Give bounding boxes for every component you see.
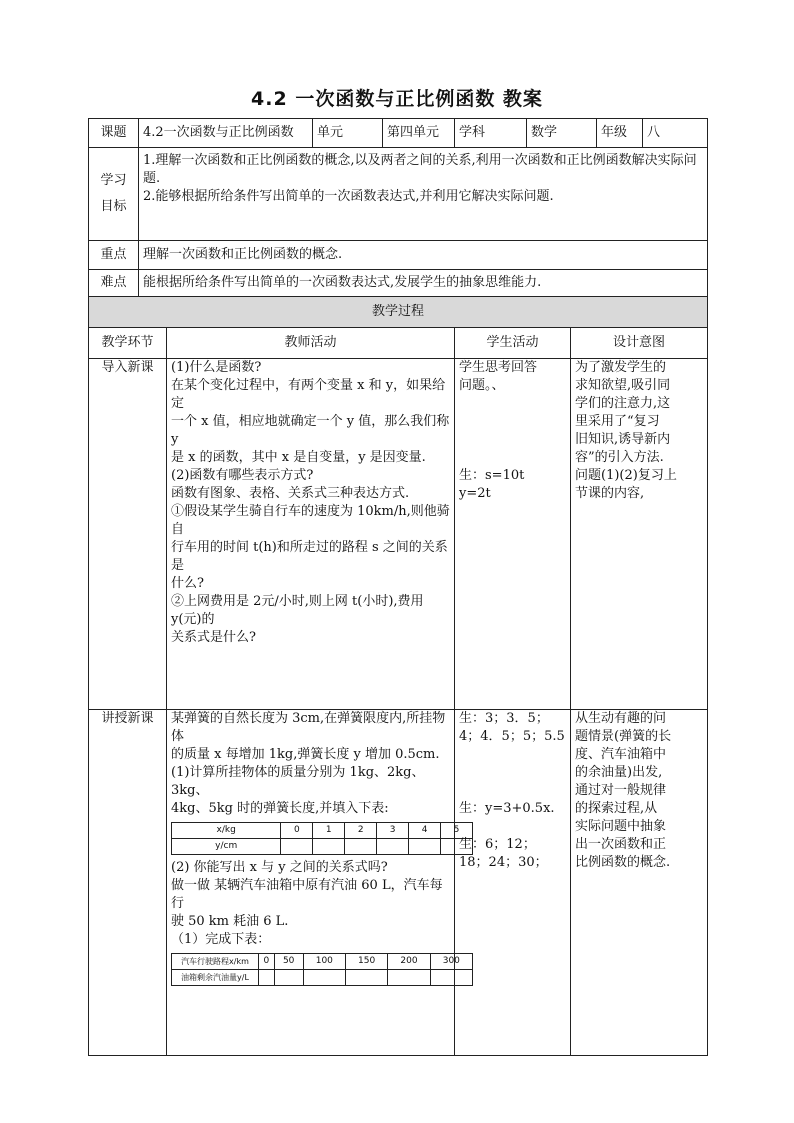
table-cell: 1	[313, 823, 345, 839]
text-line: 生：s=10t	[459, 468, 525, 483]
text-line: 度、汽车油箱中	[575, 747, 667, 762]
col-stage: 教学环节	[89, 328, 167, 359]
fuel-table-row	[172, 970, 473, 986]
text-line: 节课的内容,	[575, 486, 645, 501]
process-title: 教学过程	[89, 297, 708, 328]
text-line: 旧知识,诱导新内	[575, 432, 671, 447]
lesson-plan-table	[88, 118, 708, 1056]
process-title-row	[89, 297, 708, 328]
table-cell	[259, 970, 275, 986]
text-line: 的探索过程,从	[575, 801, 658, 816]
spring-table	[171, 822, 473, 855]
text-line: 问题(1)(2)复习上	[575, 468, 677, 483]
text-line: 做一做 某辆汽车油箱中原有汽油 60 L，汽车每行	[171, 878, 443, 911]
text-line: 通过对一般规律	[575, 783, 667, 798]
text-line: (1)计算所挂物体的质量分别为 1kg、2kg、3kg、	[171, 765, 425, 798]
table-cell	[313, 839, 345, 855]
table-cell: 100	[303, 954, 345, 970]
table-cell	[388, 970, 430, 986]
intro-student	[455, 359, 571, 710]
key-label: 重点	[89, 241, 139, 270]
col-teacher: 教师活动	[167, 328, 455, 359]
table-cell: 0	[281, 823, 313, 839]
table-cell: 0	[259, 954, 275, 970]
table-cell: y/cm	[172, 839, 281, 855]
grade-value: 八	[643, 119, 708, 148]
text-line: 实际问题中抽象	[575, 819, 667, 834]
goal-line: 2.能够根据所给条件写出简单的一次函数表达式,并利用它解决实际问题.	[143, 189, 554, 204]
table-cell: 300	[430, 954, 472, 970]
spring-table-row	[172, 839, 473, 855]
difficulty-label: 难点	[89, 270, 139, 297]
text-line: (2) 你能写出 x 与 y 之间的关系式吗?	[171, 860, 388, 875]
text-line: 求知欲望,吸引同	[575, 378, 671, 393]
text-line: 从生动有趣的问	[575, 711, 667, 726]
table-cell	[345, 839, 377, 855]
text-line: 生：3；3．5；	[459, 711, 549, 726]
lesson-student	[455, 710, 571, 1056]
text-line: 学生思考回答	[459, 360, 538, 375]
goals-label-text: 学习目标	[100, 173, 127, 214]
text-line: 生：6；12；	[459, 837, 536, 852]
text-line: (1)什么是函数?	[171, 360, 262, 375]
intro-stage: 导入新课	[89, 359, 167, 710]
grade-label: 年级	[597, 119, 643, 148]
table-cell	[377, 839, 409, 855]
text-line: 在某个变化过程中，有两个变量 x 和 y，如果给定	[171, 378, 446, 411]
text-line: （1）完成下表：	[171, 932, 271, 947]
key-text: 理解一次函数和正比例函数的概念.	[139, 241, 708, 270]
text-line: 某弹簧的自然长度为 3cm,在弹簧限度内,所挂物体	[171, 711, 446, 744]
table-cell: 3	[377, 823, 409, 839]
table-cell: 5	[441, 823, 473, 839]
table-cell	[274, 970, 303, 986]
process-columns-row	[89, 328, 708, 359]
text-line: 的余油量)出发,	[575, 765, 663, 780]
lesson-row	[89, 710, 708, 1056]
fuel-table-row	[172, 954, 473, 970]
table-cell	[409, 839, 441, 855]
text-line: ①假设某学生骑自行车的速度为 10km/h,则他骑自	[171, 504, 450, 537]
table-cell: 2	[345, 823, 377, 839]
unit-value: 第四单元	[383, 119, 455, 148]
text-line: 学们的注意力,这	[575, 396, 671, 411]
intro-teacher	[167, 359, 455, 710]
intro-intent	[571, 359, 708, 710]
table-cell	[345, 970, 387, 986]
goal-line: 1.理解一次函数和正比例函数的概念,以及两者之间的关系,利用一次函数和正比例函数解决实际问题.	[143, 153, 697, 186]
text-line: 比例函数的概念.	[575, 855, 671, 870]
table-cell: 汽车行驶路程x/km	[172, 954, 259, 970]
text-line: 里采用了“复习	[575, 414, 660, 429]
table-cell: 150	[345, 954, 387, 970]
text-line: 什么?	[171, 576, 204, 591]
text-line: 为了激发学生的	[575, 360, 667, 375]
text-line: 4；4．5；5；5.5	[459, 729, 565, 744]
text-line: ②上网费用是 2元/小时,则上网 t(小时),费用y(元)的	[171, 594, 424, 627]
fuel-table	[171, 953, 473, 986]
text-line: y=2t	[459, 486, 491, 501]
table-cell: 4	[409, 823, 441, 839]
text-line: 驶 50 km 耗油 6 L.	[171, 914, 289, 929]
col-student: 学生活动	[455, 328, 571, 359]
goals-label	[89, 148, 139, 241]
spring-table-row	[172, 823, 473, 839]
topic-value: 4.2一次函数与正比例函数	[139, 119, 313, 148]
table-cell: 200	[388, 954, 430, 970]
table-cell	[303, 970, 345, 986]
text-line: 4kg、5kg 时的弹簧长度,并填入下表:	[171, 801, 389, 816]
header-row	[89, 119, 708, 148]
text-line: (2)函数有哪些表示方式?	[171, 468, 314, 483]
col-intent: 设计意图	[571, 328, 708, 359]
table-cell: 油箱剩余汽油量y/L	[172, 970, 259, 986]
lesson-teacher	[167, 710, 460, 1056]
text-line: 一个 x 值，相应地就确定一个 y 值，那么我们称 y	[171, 414, 450, 447]
key-row	[89, 241, 708, 270]
text-line: 18；24；30；	[459, 855, 548, 870]
text-line: 关系式是什么?	[171, 630, 256, 645]
unit-label: 单元	[313, 119, 383, 148]
text-line: 的质量 x 每增加 1kg,弹簧长度 y 增加 0.5cm.	[171, 747, 440, 762]
document-title: 4.2 一次函数与正比例函数 教案	[251, 88, 543, 110]
topic-label: 课题	[89, 119, 139, 148]
text-line: 生：y=3+0.5x.	[459, 801, 555, 816]
text-line: 容”的引入方法.	[575, 450, 664, 465]
lesson-stage: 讲授新课	[89, 710, 167, 1056]
table-cell	[281, 839, 313, 855]
text-line: 函数有图象、表格、关系式三种表达方式.	[171, 486, 410, 501]
difficulty-text: 能根据所给条件写出简单的一次函数表达式,发展学生的抽象思维能力.	[139, 270, 708, 297]
goals-row	[89, 148, 708, 241]
difficulty-row	[89, 270, 708, 297]
table-cell: 50	[274, 954, 303, 970]
text-line: 出一次函数和正	[575, 837, 667, 852]
text-line: 是 x 的函数，其中 x 是自变量，y 是因变量.	[171, 450, 426, 465]
lesson-intent	[571, 710, 708, 1056]
intro-row	[89, 359, 708, 710]
table-cell: x/kg	[172, 823, 281, 839]
subject-label: 学科	[455, 119, 527, 148]
goals-content	[139, 148, 708, 241]
text-line: 题情景(弹簧的长	[575, 729, 672, 744]
subject-value: 数学	[527, 119, 597, 148]
text-line: 问题。、	[459, 378, 505, 393]
text-line: 行车用的时间 t(h)和所走过的路程 s 之间的关系是	[171, 540, 448, 573]
